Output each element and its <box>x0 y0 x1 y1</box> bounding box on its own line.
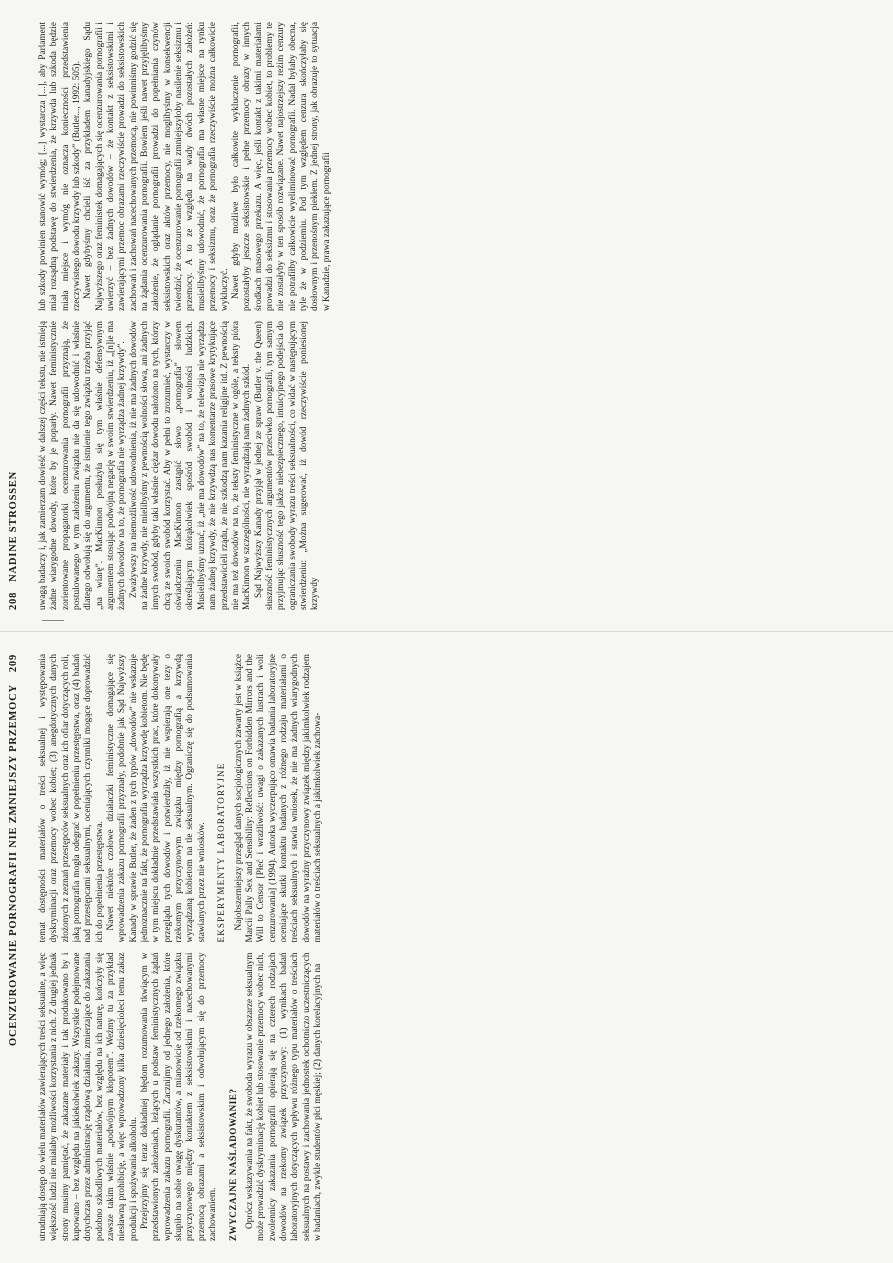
paragraph: lub szkody powinien stanowić wymóg; [...] wystarcza [...], aby Parlament miał rozsądną podstawę do stwierdzenia, że krzywda lub szkoda będzie miała miejsce i wymóg nie oznacza konieczności przedstawienia rzeczywistego dowodu krzywdy lub szkody” (Butler..., 1992: 505). <box>38 22 83 311</box>
text-column-2 <box>38 22 883 311</box>
paragraph: Najobszerniejszy przegląd danych socjologicznych zawarty jest w książce Marcii Pally Sex and Sensibility: Reflections on Forbidden Mirrors and the Will to Censor [Płeć i wrażliwość: uwagi o zakazanych lustrach i woli cenzurowania] (1994). Autorka wyczerpująco omawia badania laboratoryjne oceniające skutki kontaktu badanych z różnego rodzaju materiałami o treściach seksualnych i stawia wniosek, że nie ma żadnych wiarygodnych dowodów na wyraźny przyczynowy związek między jakimkolwiek rodzajem materiałów o treściach seksualnych a jakimkolwiek zachowa- <box>233 654 323 943</box>
text-column-1 <box>38 953 883 1242</box>
page-number: 208 <box>8 591 19 610</box>
right-page <box>0 632 893 1263</box>
section-heading: EKSPERYMENTY LABORATORYJNE <box>216 762 227 943</box>
paragraph: Nawet gdybyśmy chcieli iść za przykładem kanadyjskiego Sądu Najwyższego oraz feministek domagających się ocenzurowania pornografii i uwierzyć – bez żadnych dowodów – że kontakt z seksistowskimi i zawierającymi przemoc obrazami rzeczywiście prowadzi do seksistowskich zachowań i zachowań nacechowanych przemocą, nie powinniśmy godzić się na żądania ocenzurowania pornografii. Bowiem jeśli nawet przyjęlibyśmy założenie, że oglądanie pornografii prowadzi do popełniania czynów seksistowskich oraz aktów przemocy, nie moglibyśmy w konsekwencji twierdzić, że ocenzurowanie pornografii zmniejszyłoby nasilenie seksizmu i przemocy. A to ze względu na wady dwóch pozostałych założeń: musielibyśmy udowodnić, że pornografia ma własne miejsce na rynku przemocy i seksizmu, oraz że pornografia rzeczywiście można całkowicie wykluczyć. <box>83 22 230 311</box>
paragraph: Przejrzyjmy się teraz dokładniej błędom rozumowania tkwiącym w przedstawionych założeniach, leżących u podstaw feministycznych żądań wprowadzenia zakazu pornografii. Zacznijmy od jednego założenia, które skupiło na sobie uwagę dyskutantów, a mianowicie od rzekomego związku przyczynowego między kontaktem z seksistowskimi i nacechowanymi przemocą obrazami a seksistowskim i odwołującym się do przemocy zachowaniem. <box>140 952 219 1241</box>
text-columns <box>38 654 883 1241</box>
paragraph: Nawet niektóre czołowe działaczki feministyczne domagające się wprowadzenia zakazu pornografii przyznały, podobnie jak Sąd Najwyższy Kanady w sprawie Butler, że żaden z tych typów „dowodów” nie wskazuje jednoznacznie na fakt, że pornografia wyrządza krzywdę kobietom. Nie będę w tym miejscu dokładnie przedstawiała wszystkich prac, które dokonywały przeglądu tych dowodów i potwierdziły, iż nie wspierają one tezy o rzekomym przyczynowym związku między pornografią a krzywdą wyrządzaną kobietom na tle seksualnym. Ograniczę się do podsumowania stawianych przez nie wniosków. <box>106 654 207 943</box>
running-header <box>8 654 24 1241</box>
running-header <box>8 22 24 610</box>
text-column-2 <box>38 654 883 943</box>
section-heading: ZWYCZAJNE NAŚLADOWANIE? <box>227 1088 238 1241</box>
paragraph: Zważywszy na niemożliwość udowodnienia, iż nie ma żadnych dowodów na żadne krzywdy, nie mielibyśmy z pewnością wolności słowa, ani żadnych innych swobód, gdyby taki właśnie ciężar dowodu nałożono na tych, którzy chcą ze swoich swobód korzystać. Aby w pełni to zrozumieć, wystarczy w oświadczeniu MacKinnon zastąpić słowo „pornografia” słowem określającym którąkolwiek spośród swobód i wolności ludzkich. Musielibyśmy uznać, iż „nie ma dowodów” na to, że telewizja nie wyrządza nam żadnej krzywdy, że nie krzywdzą nas komentarze prasowe krytykujące przedstawicieli rządu, że nie szkodzą nam kazania religijne itd. Z pewnością nie ma też dowodów na to, że teksty feministyczne w ogóle, a teksty pióra MacKinnon w szczególności, nie wyrządzają nam żadnych szkód. <box>128 321 253 610</box>
paragraph: uwagą badaczy i, jak zamierzam dowieść w dalszej części tekstu, nie istnieją żadne wiarygodne dowody, które by je poparły. Nawet feministycznie zorientowane propagatorki ocenzurowania pornografii przyznają, że postulowanego w tym założeniu związku nie da się udowodnić i właśnie dlatego odwołują się do argumentu, że istnienie tego związku trzeba przyjąć „na wiarę”. MacKinnon posłużyła się tym właśnie defensywnym argumentem stosując podwójną negację w swoim stwierdzeniu, iż „[n]ie ma żadnych dowodów na to, że pornografia nie wyrządza żadnej krzywdy”. <box>38 321 128 610</box>
paragraph: temat dostępności materiałów o treści seksualnej i występowania dyskryminacji oraz przemocy wobec kobiet; (3) anegdotycznych danych złożonych z zeznań przestępców seksualnych oraz ich ofiar dotyczących roli, jaką pornografia mogła odegrać w popełnieniu przestępstwa, oraz (4) badań nad przestępcami seksualnymi, oceniających czynniki mogące doprowadzić ich do popełnienia przestępstwa. <box>38 654 105 943</box>
page-number: 209 <box>8 654 19 673</box>
paragraph: Sąd Najwyższy Kanady przyjął w jednej ze spraw (Butler v. the Queen) słuszność feministycznych argumentów przeciwko pornografii, tym samym przyjmując słuszność tego jakże niebezpiecznego, intuicyjnego podejścia do ograniczania swobody wyrazu treści seksualności, co widać w następującym stwierdzeniu: „Można sugerować, iż dowód rzeczywiście poniesionej krzywdy <box>253 321 321 610</box>
scan-mark <box>42 620 64 621</box>
text-column-1 <box>38 321 883 610</box>
running-head-title: NADINE STROSSEN <box>8 470 19 582</box>
page-fold-divider <box>0 631 893 632</box>
text-columns <box>38 22 883 610</box>
paragraph: Nawet gdyby możliwe było całkowite wykluczenie pornografii, pozostałyby jeszcze seksistowskie i pełne przemocy obrazy w innych środkach masowego przekazu. A więc, jeśli kontakt z takimi materiałami prowadzi do seksizmu i stosowania przemocy wobec kobiet, to problemy te nie zostałyby w ten sposób rozwiązane. Nawet najostrzejszy reżim cenzury nie potrafiłby całkowicie wyeliminować pornografii. Nadal byłaby obecna, tyle że w podziemiu. Pod tym względem cenzura skończyłaby się dosłownym i przenośnym piekłem. Z jednej strony, jak obrazuje to sytuacja w Kanadzie, prawa zakazujące pornografii <box>230 22 332 311</box>
paragraph: utrudniają dostęp do wielu materiałów zawierających treści seksualne, a więc większość ludzi nie miałaby możliwości korzystania z nich. Z drugiej jednak strony musimy pamiętać, że zakazane materiały i tak produkowano by i kupowano – bez względu na jakiekolwiek zakazy. Wszystkie podejmowane dotychczas przez administrację rządową działania, zmierzające do zakazania podobno szkodliwych materiałów, bez względu na ich naturę, kończyły się zawsze takim właśnie „podwójnym kłopotem”. Weźmy tu za przykład niesławną prohibicję, a więc wprowadzony kilka dziesięcioleci temu zakaz produkcji i spożywania alkoholu. <box>38 952 139 1241</box>
paragraph: Oprócz wskazywania na fakt, że swoboda wyrazu w obszarze seksualnym może prowadzić dyskryminację kobiet lub stosowanie przemocy wobec nich, zwolennicy zakazania pornografii opierają się na czterech rodzajach dowodów na rzekomy związek przyczynowy: (1) wynikach badań laboratoryjnych dotyczących wpływu różnego typu materiałów o treściach seksualnych na postawy i zachowania jednostek ochotniczo uczestniczących w badaniach, zwykle studentów płci męskiej; (2) danych korelacyjnych na <box>244 952 323 1241</box>
running-head-title: OCENZUROWANIE PORNOGRAFII NIE ZMNIEJSZY PRZEMOCY <box>8 684 19 1046</box>
